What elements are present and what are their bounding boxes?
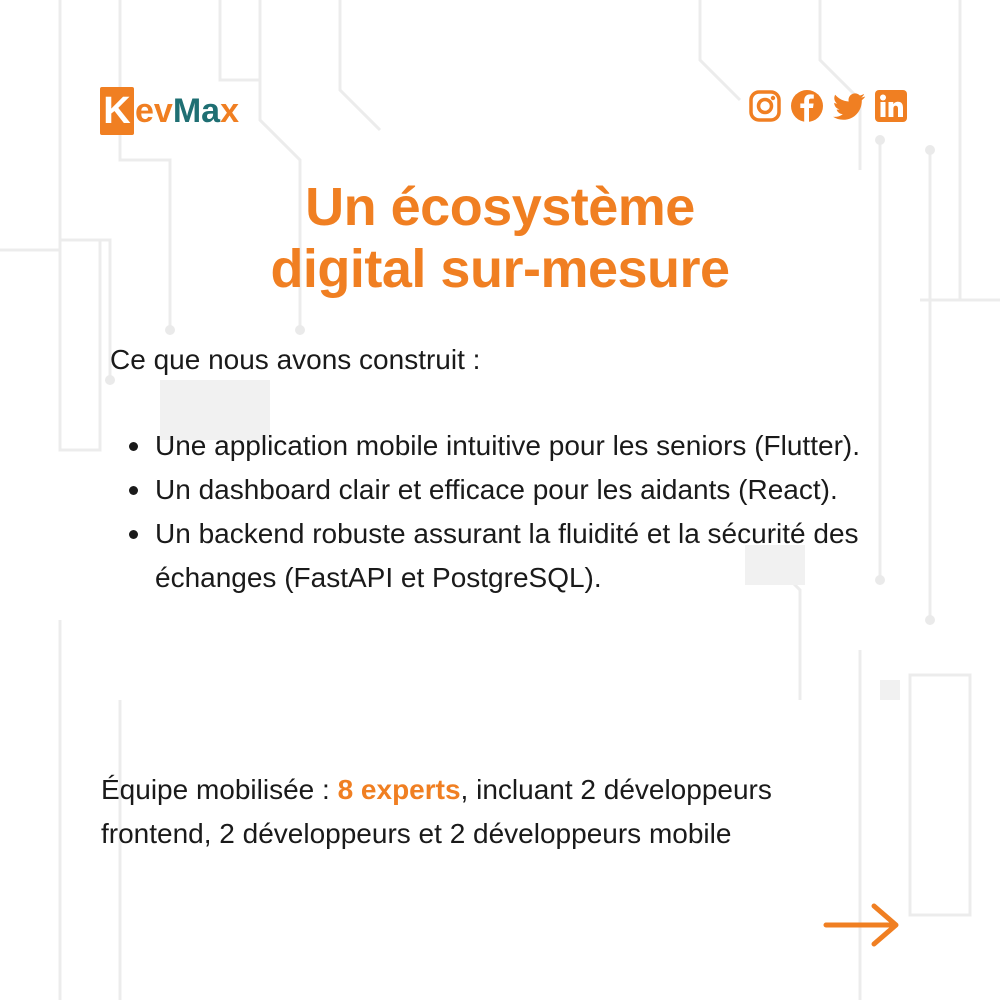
facebook-icon[interactable] [789, 88, 825, 124]
twitter-icon[interactable] [831, 88, 867, 124]
list-item: Un backend robuste assurant la fluidité et la sécurité des échanges (FastAPI et PostgreSQL). [125, 512, 885, 600]
title-line-1: Un écosystème [305, 177, 695, 237]
list-item: Un dashboard clair et efficace pour les aidants (React). [125, 468, 885, 512]
logo-max-text: Ma [172, 91, 221, 130]
team-highlight: 8 experts [337, 774, 461, 805]
team-prefix: Équipe mobilisée : [101, 774, 338, 805]
instagram-icon[interactable] [747, 88, 783, 124]
logo-k-mark: K [100, 87, 134, 135]
arrow-right-icon[interactable] [822, 900, 902, 950]
list-item: Une application mobile intuitive pour les seniors (Flutter). [125, 424, 885, 468]
team-summary [101, 768, 801, 856]
title-line-2: digital sur-mesure [270, 239, 730, 299]
linkedin-icon[interactable] [873, 88, 909, 124]
feature-list [125, 424, 885, 600]
page-title [0, 176, 1000, 300]
social-links [747, 88, 909, 124]
logo-ev-text: ev [135, 91, 173, 130]
logo-x-text: x [220, 91, 239, 130]
team-suffix: , incluant 2 développeurs frontend, 2 développeurs et 2 développeurs mobile [101, 774, 772, 849]
brand-logo [100, 86, 239, 136]
intro-text: Ce que nous avons construit : [110, 344, 481, 375]
